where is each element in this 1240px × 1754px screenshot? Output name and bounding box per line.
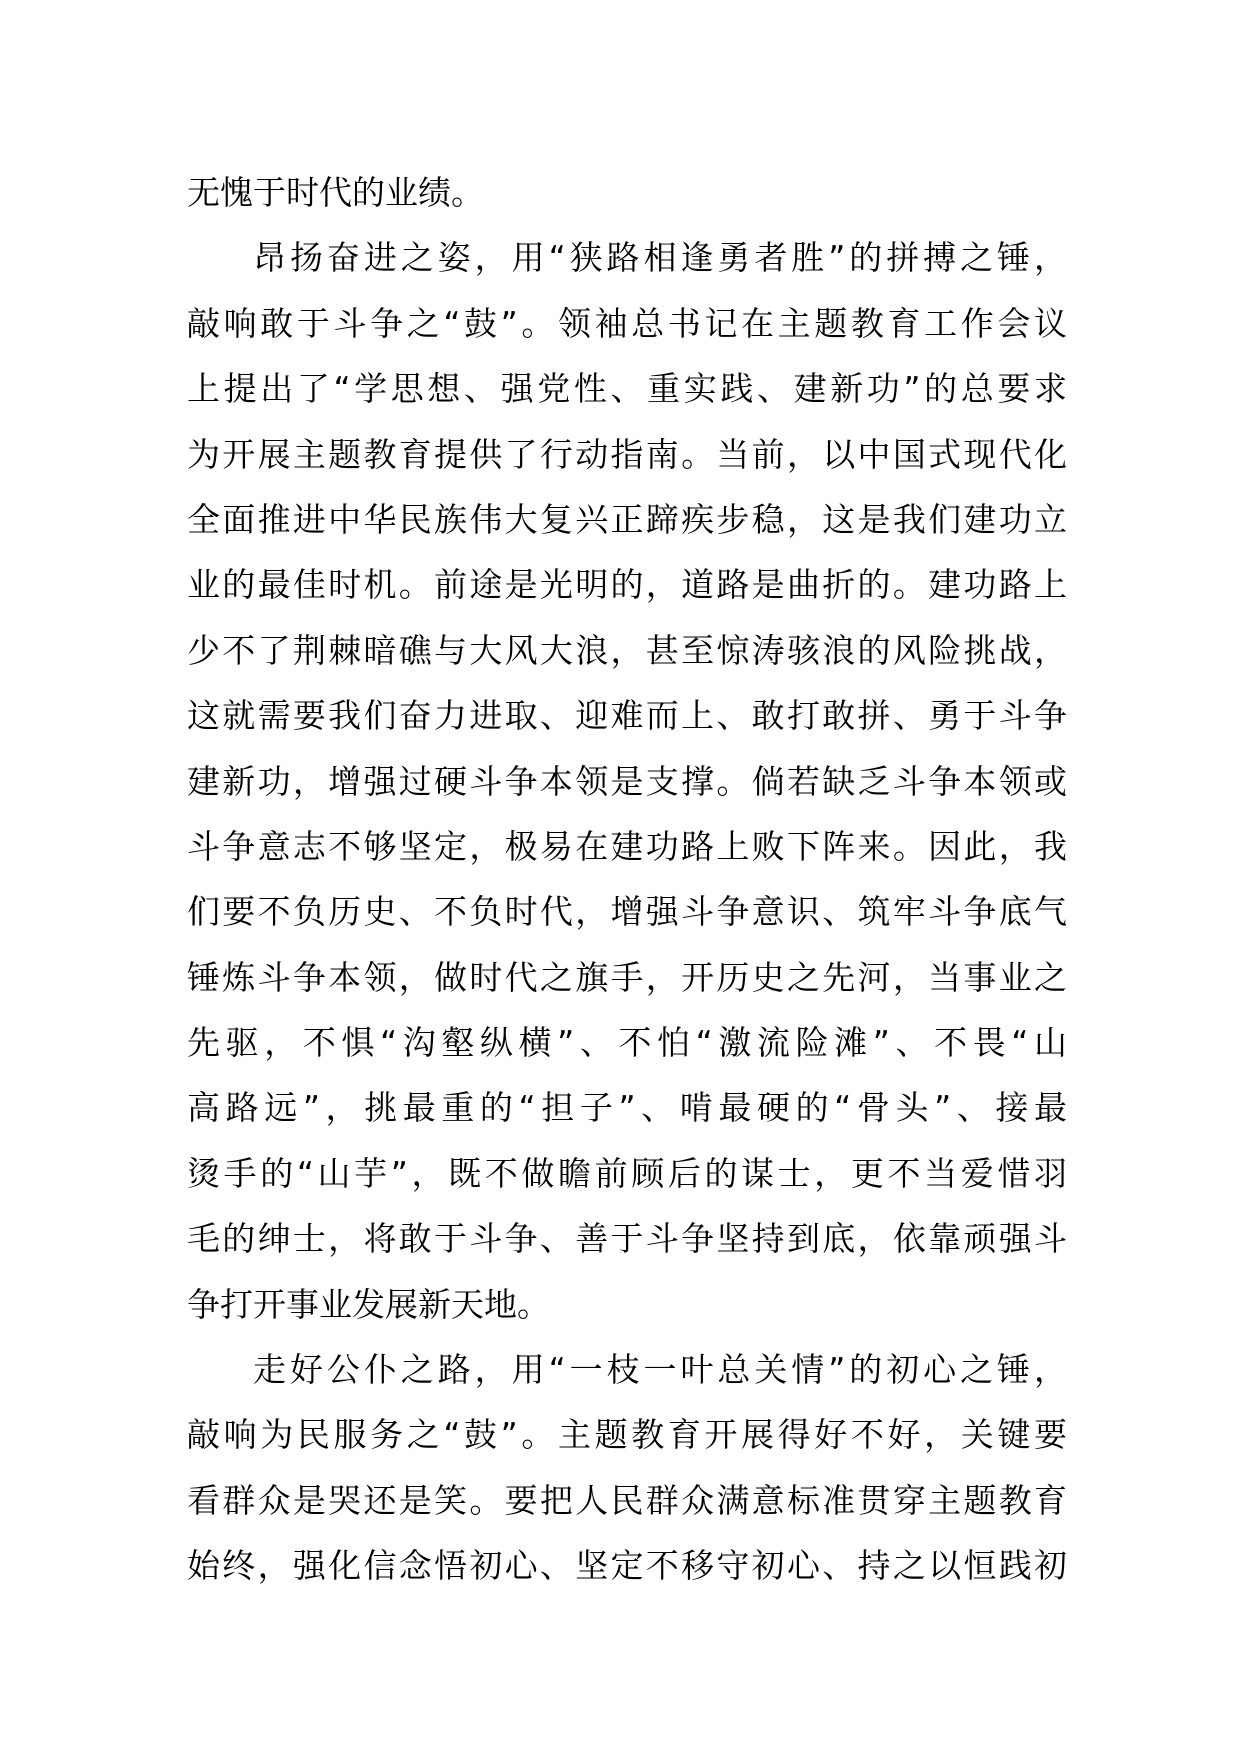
text-line: 始终，强化信念悟初心、坚定不移守初心、持之以恒践初 <box>187 1546 1067 1586</box>
text-line: 业的最佳时机。前途是光明的，道路是曲折的。建功路上 <box>187 565 1067 605</box>
text-line: 全面推进中华民族伟大复兴正蹄疾步稳，这是我们建功立 <box>187 499 1067 539</box>
body-text <box>187 160 1067 1599</box>
text-line: 这就需要我们奋力进取、迎难而上、敢打敢拼、勇于斗争 <box>187 696 1067 736</box>
text-line: 高路远”，挑最重的“担子”、啃最硬的“骨头”、接最 <box>187 1088 1067 1128</box>
text-line: 争打开事业发展新天地。 <box>187 1284 550 1324</box>
paragraph-first-line: 昂扬奋进之姿，用“狭路相逢勇者胜”的拼搏之锤， <box>253 238 1067 278</box>
text-line: 斗争意志不够坚定，极易在建功路上败下阵来。因此，我 <box>187 826 1067 866</box>
text-line: 锤炼斗争本领，做时代之旗手，开历史之先河，当事业之 <box>187 957 1067 997</box>
text-line: 少不了荆棘暗礁与大风大浪，甚至惊涛骇浪的风险挑战， <box>187 630 1067 670</box>
text-line: 上提出了“学思想、强党性、重实践、建新功”的总要求 <box>187 369 1067 409</box>
text-line: 敲响为民服务之“鼓”。主题教育开展得好不好，关键要 <box>187 1415 1067 1455</box>
text-line: 看群众是哭还是笑。要把人民群众满意标准贯穿主题教育 <box>187 1480 1067 1520</box>
paragraph-first-line: 走好公仆之路，用“一枝一叶总关情”的初心之锤， <box>253 1350 1067 1390</box>
text-line: 烫手的“山芋”，既不做瞻前顾后的谋士，更不当爱惜羽 <box>187 1153 1067 1193</box>
text-line: 们要不负历史、不负时代，增强斗争意识、筑牢斗争底气 <box>187 892 1067 932</box>
text-line: 建新功，增强过硬斗争本领是支撑。倘若缺乏斗争本领或 <box>187 761 1067 801</box>
text-line: 无愧于时代的业绩。 <box>187 173 484 212</box>
text-line: 毛的绅士，将敢于斗争、善于斗争坚持到底，依靠顽强斗 <box>187 1219 1067 1259</box>
text-line: 为开展主题教育提供了行动指南。当前，以中国式现代化 <box>187 434 1067 474</box>
text-line: 先驱，不惧“沟壑纵横”、不怕“激流险滩”、不畏“山 <box>187 1023 1067 1063</box>
text-line: 敲响敢于斗争之“鼓”。领袖总书记在主题教育工作会议 <box>187 303 1067 343</box>
